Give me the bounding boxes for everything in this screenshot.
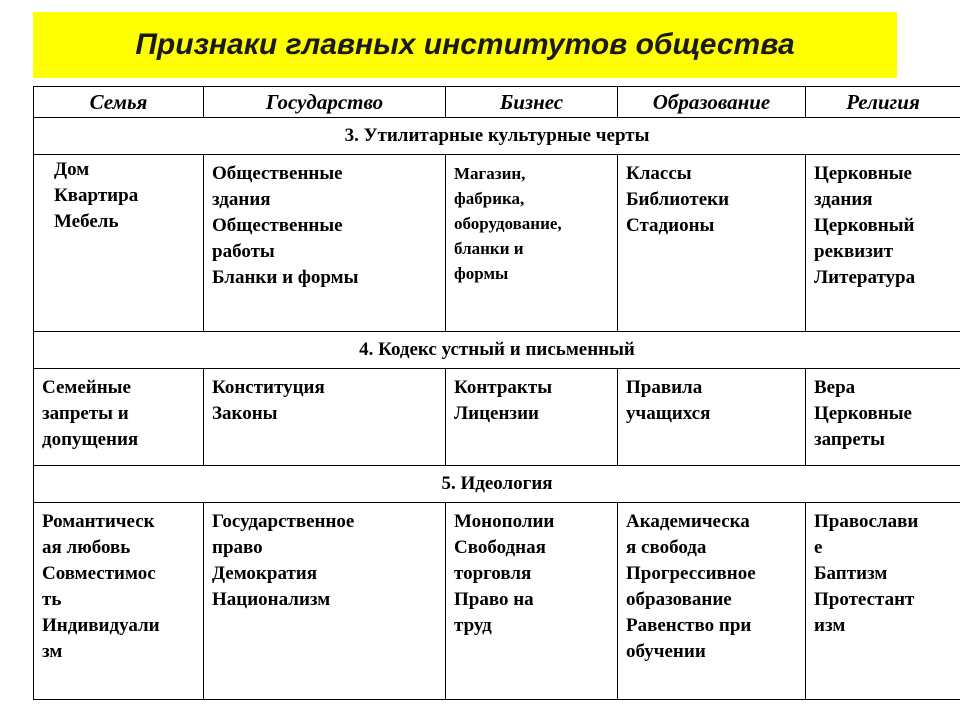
cell-text: Академическа я свобода Прогрессивное образование Равенство при обучении [626, 511, 756, 662]
header-row [34, 87, 960, 118]
section-row-code [34, 332, 960, 369]
cell-text: Общественные здания Общественные работы Бланки и формы [212, 163, 359, 288]
title-banner [33, 12, 897, 78]
table-cell [618, 155, 806, 332]
table-cell [806, 503, 960, 700]
column-header-education: Образование [618, 87, 806, 118]
cell-text: Романтическ ая любовь Совместимос ть Индивидуали зм [42, 511, 160, 662]
cell-text: Правила учащихся [626, 377, 711, 424]
cell-text: Дом Квартира Мебель [54, 159, 139, 232]
cell-text: Монополии Свободная торговля Право на труд [454, 511, 555, 636]
cell-text: Магазин, фабрика, оборудование, бланки и формы [454, 164, 562, 283]
table-cell [806, 155, 960, 332]
table-cell [618, 503, 806, 700]
table-row [34, 503, 960, 700]
section-heading: 5. Идеология [34, 466, 960, 503]
table-cell [618, 369, 806, 466]
section-row-utilitarian [34, 118, 960, 155]
cell-text: Государственное право Демократия Национализм [212, 511, 355, 610]
cell-text: Церковные здания Церковный реквизит Литература [814, 163, 916, 288]
table-cell [204, 369, 446, 466]
column-header-business: Бизнес [446, 87, 618, 118]
table-cell [34, 503, 204, 700]
cell-text: Конституция Законы [212, 377, 325, 424]
table-cell [34, 369, 204, 466]
table-row [34, 369, 960, 466]
column-header-religion: Религия [806, 87, 960, 118]
cell-text: Контракты Лицензии [454, 377, 553, 424]
table-cell [446, 155, 618, 332]
cell-text: Вера Церковные запреты [814, 377, 912, 450]
table-cell [446, 503, 618, 700]
column-header-state: Государство [204, 87, 446, 118]
table-cell [34, 155, 204, 332]
section-heading: 3. Утилитарные культурные черты [34, 118, 960, 155]
section-row-ideology [34, 466, 960, 503]
institutions-table [33, 86, 960, 700]
cell-text: Православи е Баптизм Протестант изм [814, 511, 919, 636]
cell-text: Классы Библиотеки Стадионы [626, 163, 730, 236]
table-cell [204, 503, 446, 700]
table-cell [806, 369, 960, 466]
cell-text: Семейные запреты и допущения [42, 377, 139, 450]
page-title: Признаки главных институтов общества [135, 28, 795, 61]
table-cell [204, 155, 446, 332]
section-heading: 4. Кодекс устный и письменный [34, 332, 960, 369]
table-row [34, 155, 960, 332]
table-cell [446, 369, 618, 466]
column-header-family: Семья [34, 87, 204, 118]
